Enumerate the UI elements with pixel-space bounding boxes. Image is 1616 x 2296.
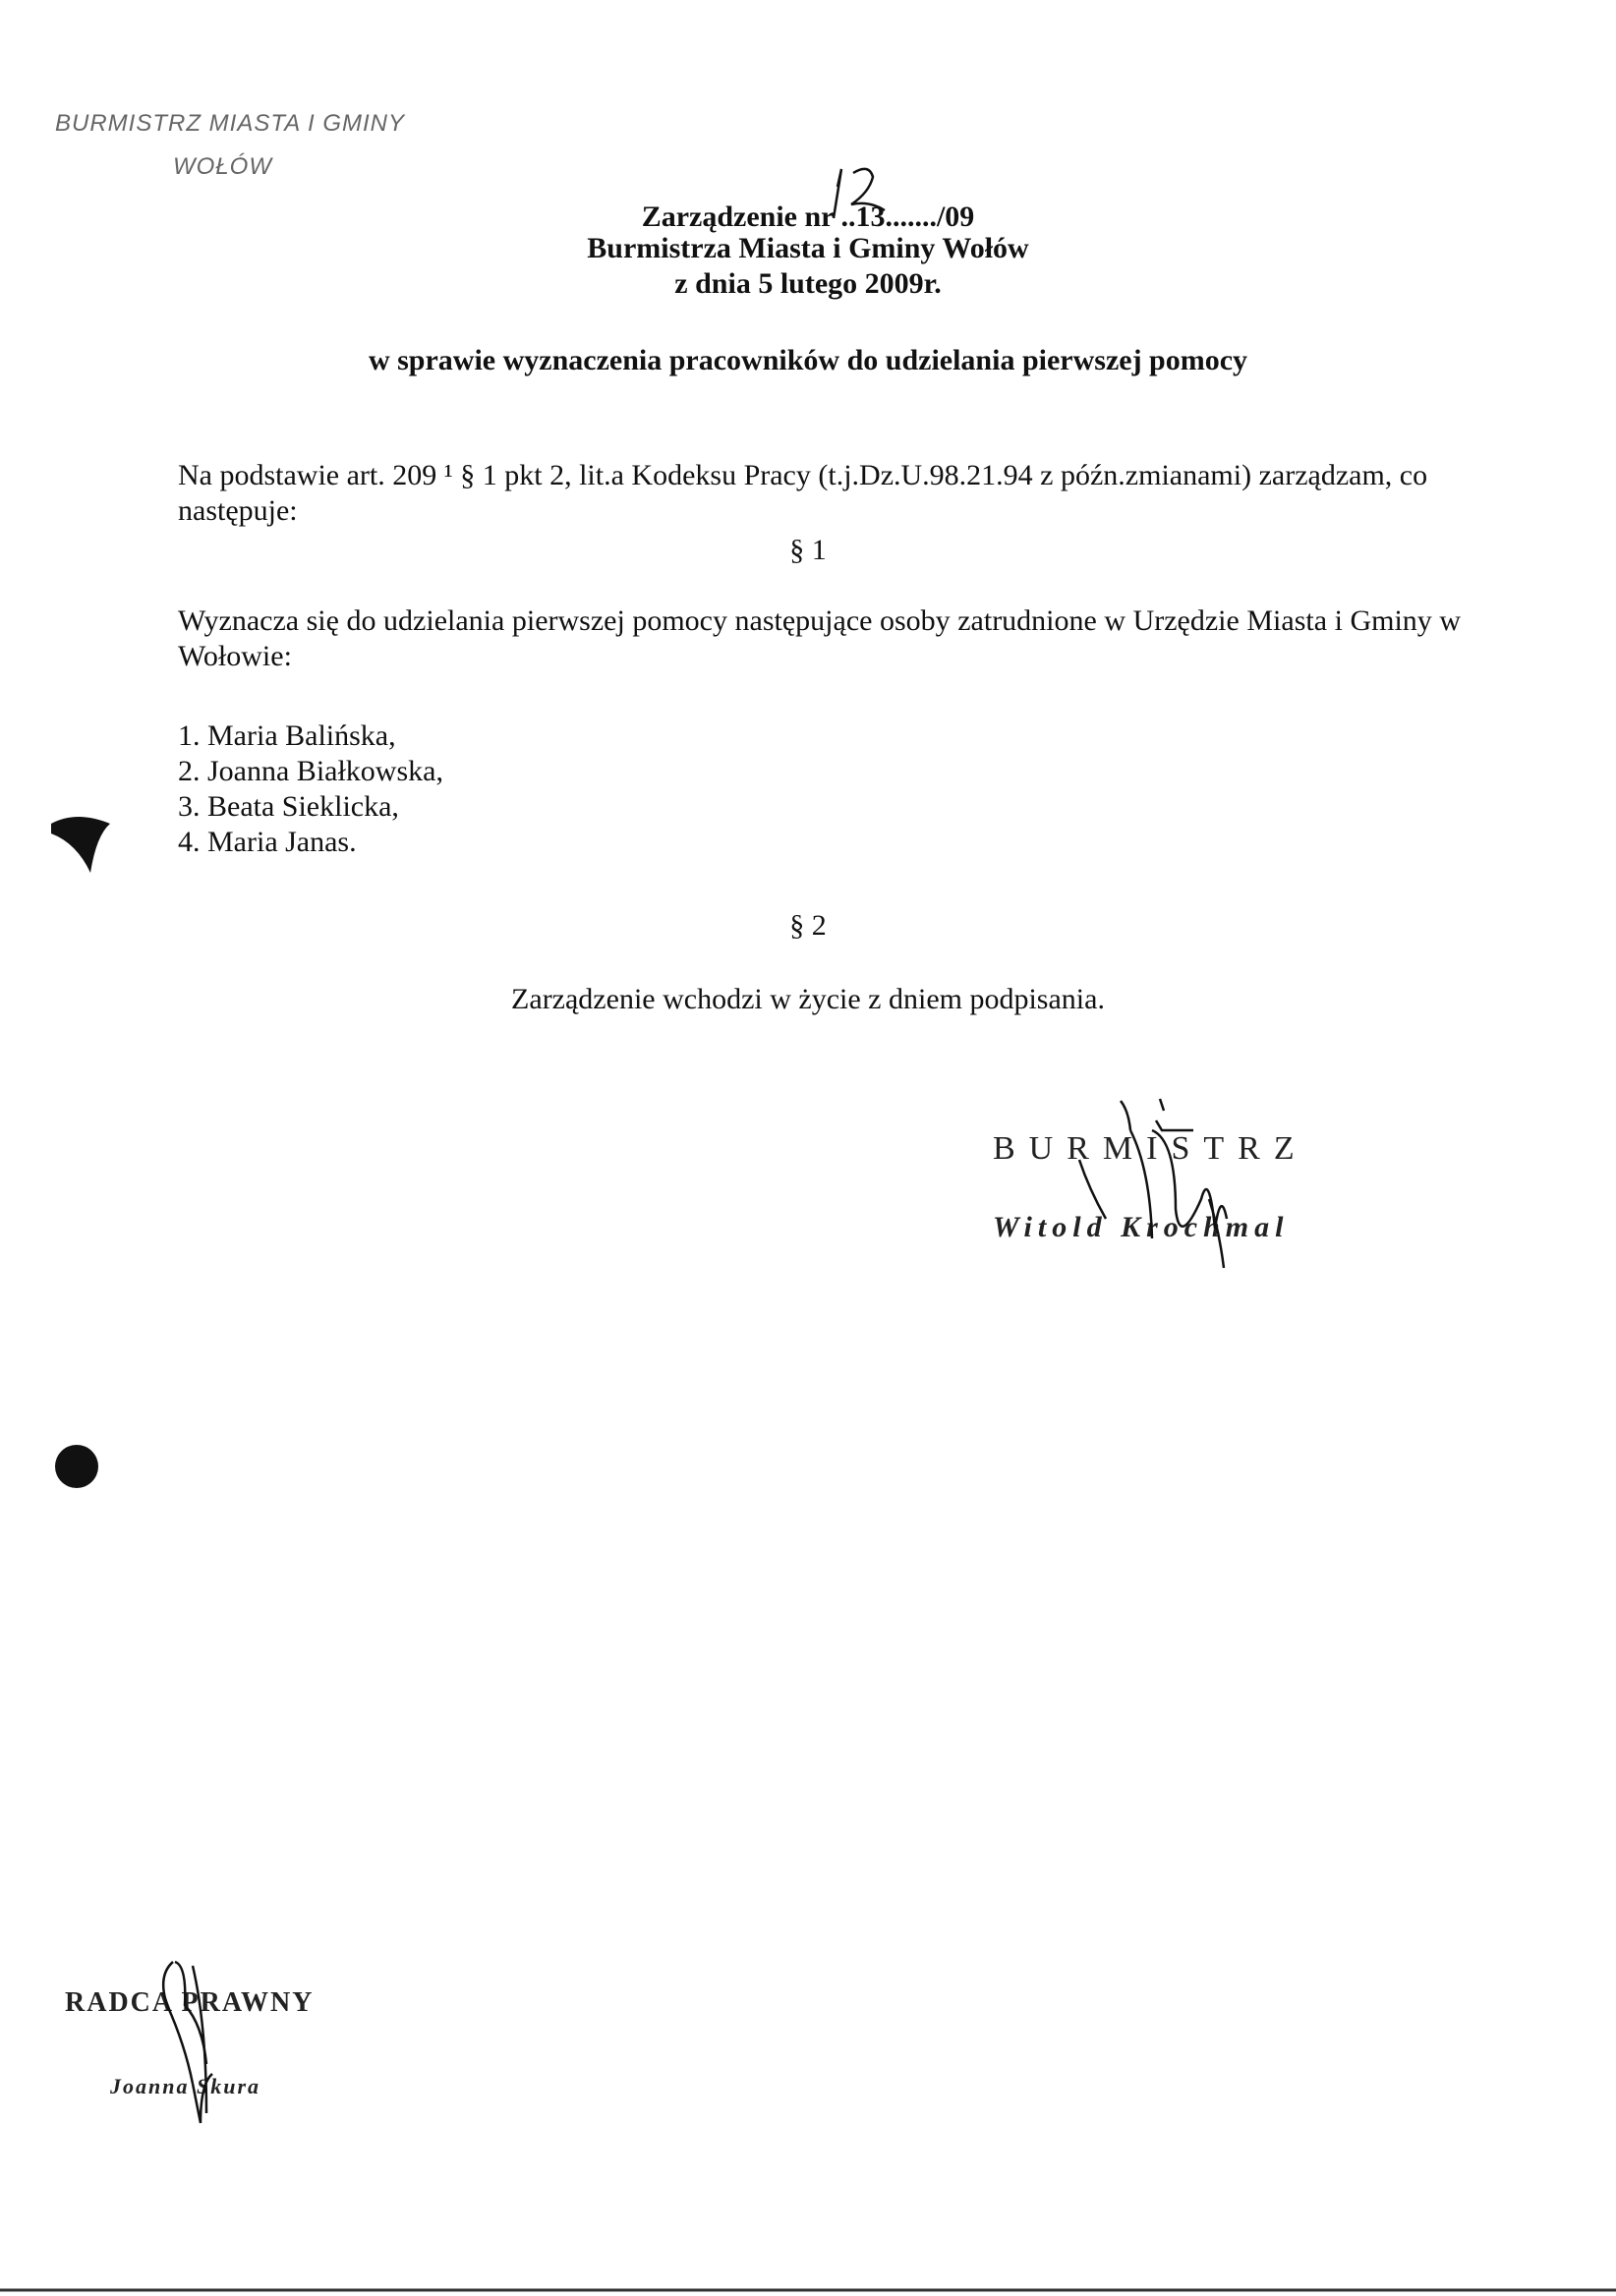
section-1-symbol: § 1 <box>789 534 827 566</box>
mayor-stamp-title: BURMISTRZ <box>993 1130 1308 1167</box>
office-stamp-line2: WOŁÓW <box>173 153 272 180</box>
persons-list <box>178 718 443 860</box>
list-item: 1. Maria Balińska, <box>178 719 396 752</box>
legal-stamp-name: Joanna Skura <box>110 2074 261 2098</box>
list-item: 3. Beata Sieklicka, <box>178 790 399 823</box>
document-subject: w sprawie wyznaczenia pracowników do udzielania pierwszej pomocy <box>368 344 1248 376</box>
legal-basis: Na podstawie art. 209 ¹ § 1 pkt 2, lit.a Kodeksu Pracy (t.j.Dz.U.98.21.94 z późn.zmianami) zarządzam, co następuje: <box>178 459 1428 527</box>
legal-stamp-title: RADCA PRAWNY <box>65 1987 315 2018</box>
section-2-symbol: § 2 <box>789 909 827 942</box>
list-item: 4. Maria Janas. <box>178 826 357 858</box>
office-stamp-line1: BURMISTRZ MIASTA I GMINY <box>55 110 406 137</box>
punch-hole-mark <box>55 1445 98 1488</box>
section-1-intro: Wyznacza się do udzielania pierwszej pomocy następujące osoby zatrudnione w Urzędzie Miasta i Gminy w Wołowie: <box>178 604 1461 672</box>
document-title-issuer: Burmistrza Miasta i Gminy Wołów <box>587 232 1029 264</box>
mayor-stamp-name: Witold Krochmal <box>993 1211 1290 1243</box>
document-title-date: z dnia 5 lutego 2009r. <box>674 267 942 300</box>
section-2-text: Zarządzenie wchodzi w życie z dniem podpisania. <box>511 983 1105 1015</box>
punch-hole-mark <box>51 817 110 873</box>
document-title-number: Zarządzenie nr ..13......./09 <box>641 201 975 233</box>
list-item: 2. Joanna Białkowska, <box>178 755 443 787</box>
